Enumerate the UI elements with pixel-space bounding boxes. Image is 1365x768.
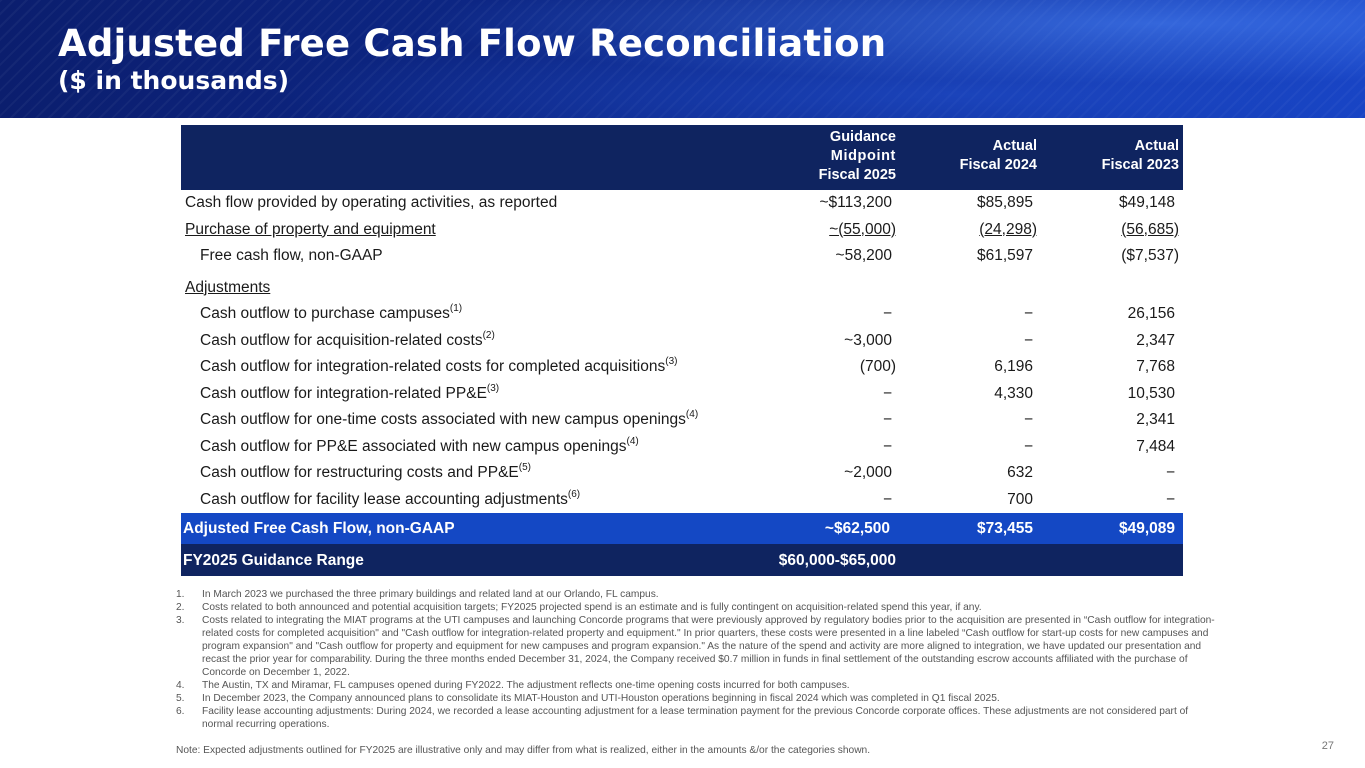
cell-fy2024: − <box>1023 411 1033 428</box>
cell-fy2024: (24,298) <box>979 220 1037 238</box>
footnote: 6. Facility lease accounting adjustments: During 2024, we recorded a lease accounting adjustment for a lease termination payment for the previous Concorde corporate offices. These adjustments are not considered part of normal recurring operations. <box>176 706 1189 730</box>
row-label: Cash outflow for integration-related costs for completed acquisitions$^{(3)}$ <box>200 356 678 375</box>
footnotes <box>176 588 1216 757</box>
slide-subtitle: ($ in thousands) <box>58 66 290 95</box>
footnote: 3. Costs related to integrating the MIAT programs at the UTI campuses and launching Concorde programs that were previously approved by regulatory bodies prior to the acquisition are presented in “Cash outflow for integration-related costs for completed acquisition" and "Cash outflow for integration-related property and equipment." In prior quarters, these costs were presented in a line labeled “Cash outflow for start-up costs for new campuses and program expansion" and "Cash outflow for property and equipment for new campuses and program expansion." As the nature of the spend and activity are more aligned to integration, we have updated our presentation and recast the prior year for comparability. During the three months ended December 31, 2024, the Company received $0.7 million in funds in final settlement of the outstanding escrow accounts affiliated with the purchase of Concorde on December 1, 2022. <box>176 615 1215 678</box>
cell-fy2023: $49,148 <box>1118 194 1175 211</box>
cell-fy2025: − <box>882 411 892 428</box>
footnote-ref: (1) <box>449 303 463 314</box>
footnote: 5. In December 2023, the Company announced plans to consolidate its MIAT-Houston and UTI-Houston operations beginning in fiscal 2024 which was completed in Q1 fiscal 2025. <box>176 693 1000 704</box>
total-fy2025: ~$62,500 <box>824 520 890 537</box>
cell-fy2024: $61,597 <box>976 247 1033 264</box>
row-label: Free cash flow, non-GAAP <box>200 247 383 264</box>
cell-fy2023: 26,156 <box>1127 305 1175 322</box>
footnote: 1. In March 2023 we purchased the three primary buildings and related land at our Orlando, FL campus. <box>176 589 659 600</box>
cell-fy2024: 700 <box>1007 490 1033 508</box>
total-fy2024: $73,455 <box>976 520 1033 537</box>
table-row <box>181 407 1183 434</box>
table-row <box>181 381 1183 408</box>
row-label: Cash outflow for PP&E associated with new campus openings$^{(4)}$ <box>200 435 639 455</box>
header-actual-fy2024: Actual Fiscal 2024 <box>959 138 1037 173</box>
range-label: FY2025 Guidance Range <box>183 552 364 569</box>
table-row <box>181 434 1183 461</box>
header-actual-fy2023: Actual Fiscal 2023 <box>1101 138 1179 173</box>
cell-fy2023: − <box>1165 490 1175 508</box>
total-label: Adjusted Free Cash Flow, non-GAAP <box>183 520 455 537</box>
row-label: Cash outflow for one-time costs associated with new campus openings$^{(4)}$ <box>200 409 699 428</box>
page-number: 27 <box>1321 740 1334 752</box>
row-label: Cash outflow for acquisition-related costs$^{(2)}$ <box>200 329 495 349</box>
cell-fy2023: 2,347 <box>1136 331 1175 349</box>
cell-fy2025: ~$113,200 <box>819 194 892 211</box>
table-row <box>181 190 1183 217</box>
total-fy2023: $49,089 <box>1118 520 1175 537</box>
cell-fy2023: ($7,537) <box>1121 247 1179 264</box>
footnote-ref: (6) <box>567 488 581 500</box>
footnote-ref: (2) <box>482 329 495 341</box>
table-row <box>181 243 1183 270</box>
cell-fy2024: 632 <box>1007 464 1033 481</box>
row-label: Adjustments <box>185 278 271 296</box>
cell-fy2024: $85,895 <box>976 194 1033 211</box>
row-label: Cash outflow for facility lease accounting adjustments$^{(6)}$ <box>200 488 581 508</box>
row-label: Cash flow provided by operating activities, as reported <box>185 194 558 211</box>
slide-title: Adjusted Free Cash Flow Reconciliation <box>58 22 887 65</box>
cell-fy2025: ~2,000 <box>844 464 892 481</box>
footnote-ref: (5) <box>518 462 531 473</box>
header-guidance-fy2025: Guidance Midpoint Fiscal 2025 <box>818 129 896 183</box>
cell-fy2025: − <box>882 437 892 455</box>
row-label: Cash outflow to purchase campuses$^{(1)}$ <box>200 303 463 322</box>
footnote: 2. Costs related to both announced and potential acquisition targets; FY2025 projected spend is an estimate and is fully contingent on acquisition-related spend this year, if any. <box>176 602 982 613</box>
row-label: Purchase of property and equipment <box>185 220 436 238</box>
table-row <box>181 328 1183 355</box>
cell-fy2025: ~(55,000) <box>829 220 896 238</box>
footnote-ref: (3) <box>665 356 678 367</box>
cell-fy2023: 7,768 <box>1136 358 1175 375</box>
table-row <box>181 275 1183 302</box>
cell-fy2023: 10,530 <box>1127 384 1175 402</box>
cell-fy2025: − <box>882 490 892 508</box>
cell-fy2025: − <box>882 384 892 402</box>
table-row <box>181 460 1183 487</box>
cell-fy2024: − <box>1023 437 1033 455</box>
cell-fy2025: ~58,200 <box>835 247 892 264</box>
cell-fy2024: − <box>1023 305 1033 322</box>
table-row <box>181 217 1183 244</box>
range-value: $60,000-$65,000 <box>778 552 896 569</box>
footnote-ref: (3) <box>486 382 500 394</box>
cell-fy2023: 2,341 <box>1136 411 1175 428</box>
table-row <box>181 487 1183 514</box>
cell-fy2023: (56,685) <box>1121 220 1179 238</box>
table-row <box>181 354 1183 381</box>
guidance-range-row <box>181 544 1183 576</box>
adjusted-fcf-total-row <box>181 513 1183 544</box>
row-label: Cash outflow for integration-related $PP\&E^{(3)}$ <box>200 382 500 402</box>
disclaimer-note: Note: Expected adjustments outlined for FY2025 are illustrative only and may differ from what is realized, either in the amounts &/or the categories shown. <box>176 745 871 756</box>
cell-fy2025: (700) <box>859 358 896 375</box>
cell-fy2024: − <box>1023 331 1033 349</box>
cell-fy2024: 4,330 <box>994 384 1033 402</box>
cell-fy2025: − <box>882 305 892 322</box>
title-banner <box>0 0 1365 118</box>
reconciliation-table <box>181 125 1183 576</box>
footnote-ref: (4) <box>626 435 639 447</box>
table-header <box>181 125 1183 190</box>
footnote: 4. The Austin, TX and Miramar, FL campuses opened during FY2022. The adjustment reflects one-time opening costs incurred for both campuses. <box>176 680 850 691</box>
footnote-ref: (4) <box>685 409 699 420</box>
cell-fy2023: 7,484 <box>1136 437 1175 455</box>
table-row <box>181 301 1183 328</box>
cell-fy2023: − <box>1165 464 1175 481</box>
cell-fy2025: ~3,000 <box>844 331 892 349</box>
cell-fy2024: 6,196 <box>994 358 1033 375</box>
row-label: Cash outflow for restructuring costs and $PP\&E^{(5)}$ <box>200 462 531 481</box>
